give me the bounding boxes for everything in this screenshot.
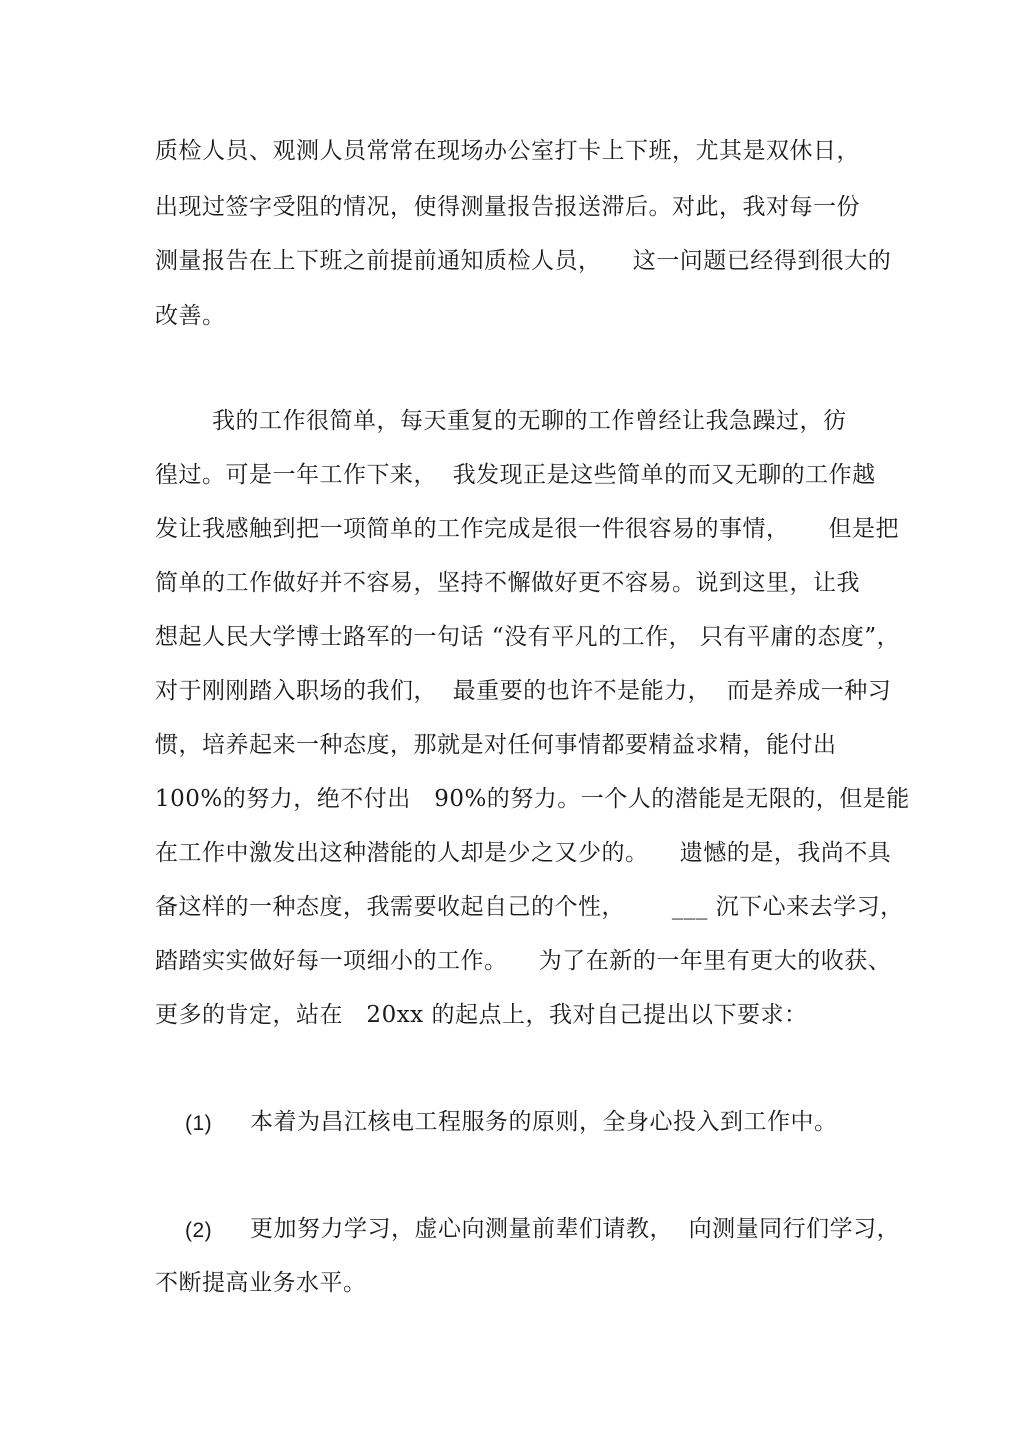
text-line: 测量报告在上下班之前提前通知质检人员， 这一问题已经得到很大的 <box>155 248 892 274</box>
text-line: 对于刚刚踏入职场的我们， 最重要的也许不是能力， 而是养成一种习 <box>155 678 892 704</box>
text-line: 想起人民大学博士路军的一句话 “没有平凡的工作， 只有平庸的态度”， <box>155 624 901 650</box>
text-line: 更多的肯定，站在 20xx 的起点上，我对自己提出以下要求： <box>155 1002 808 1028</box>
list-marker: (2) <box>185 1219 213 1242</box>
text-line: 100%的努力，绝不付出 90%的努力。一个人的潜能是无限的，但是能 <box>155 786 910 812</box>
text-line: 不断提高业务水平。 <box>155 1270 367 1296</box>
text-line: 出现过签字受阻的情况，使得测量报告报送滞后。对此，我对每一份 <box>155 194 860 220</box>
text-line: 质检人员、观测人员常常在现场办公室打卡上下班，尤其是双休日， <box>155 138 860 164</box>
text-line: 踏踏实实做好每一项细小的工作。 为了在新的一年里有更大的收获、 <box>155 948 892 974</box>
text-line: 更加努力学习，虚心向测量前辈们请教， 向测量同行们学习， <box>250 1216 901 1242</box>
text-line: 备这样的一种态度，我需要收起自己的个性， ___ 沉下心来去学习， <box>155 894 904 920</box>
list-marker: (1) <box>185 1112 213 1135</box>
text-line: 我的工作很简单，每天重复的无聊的工作曾经让我急躁过，彷 <box>212 408 847 434</box>
text-line: 在工作中激发出这种潜能的人却是少之又少的。 遗憾的是，我尚不具 <box>155 840 892 866</box>
text-line: 徨过。可是一年工作下来， 我发现正是这些简单的而又无聊的工作越 <box>155 462 876 488</box>
text-line: 本着为昌江核电工程服务的原则，全身心投入到工作中。 <box>250 1109 838 1135</box>
text-line: 惯，培养起来一种态度，那就是对任何事情都要精益求精，能付出 <box>155 732 837 758</box>
text-line: 改善。 <box>155 303 226 329</box>
text-line: 简单的工作做好并不容易，坚持不懈做好更不容易。说到这里，让我 <box>155 570 860 596</box>
text-line: 发让我感触到把一项简单的工作完成是很一件很容易的事情， 但是把 <box>155 516 900 542</box>
